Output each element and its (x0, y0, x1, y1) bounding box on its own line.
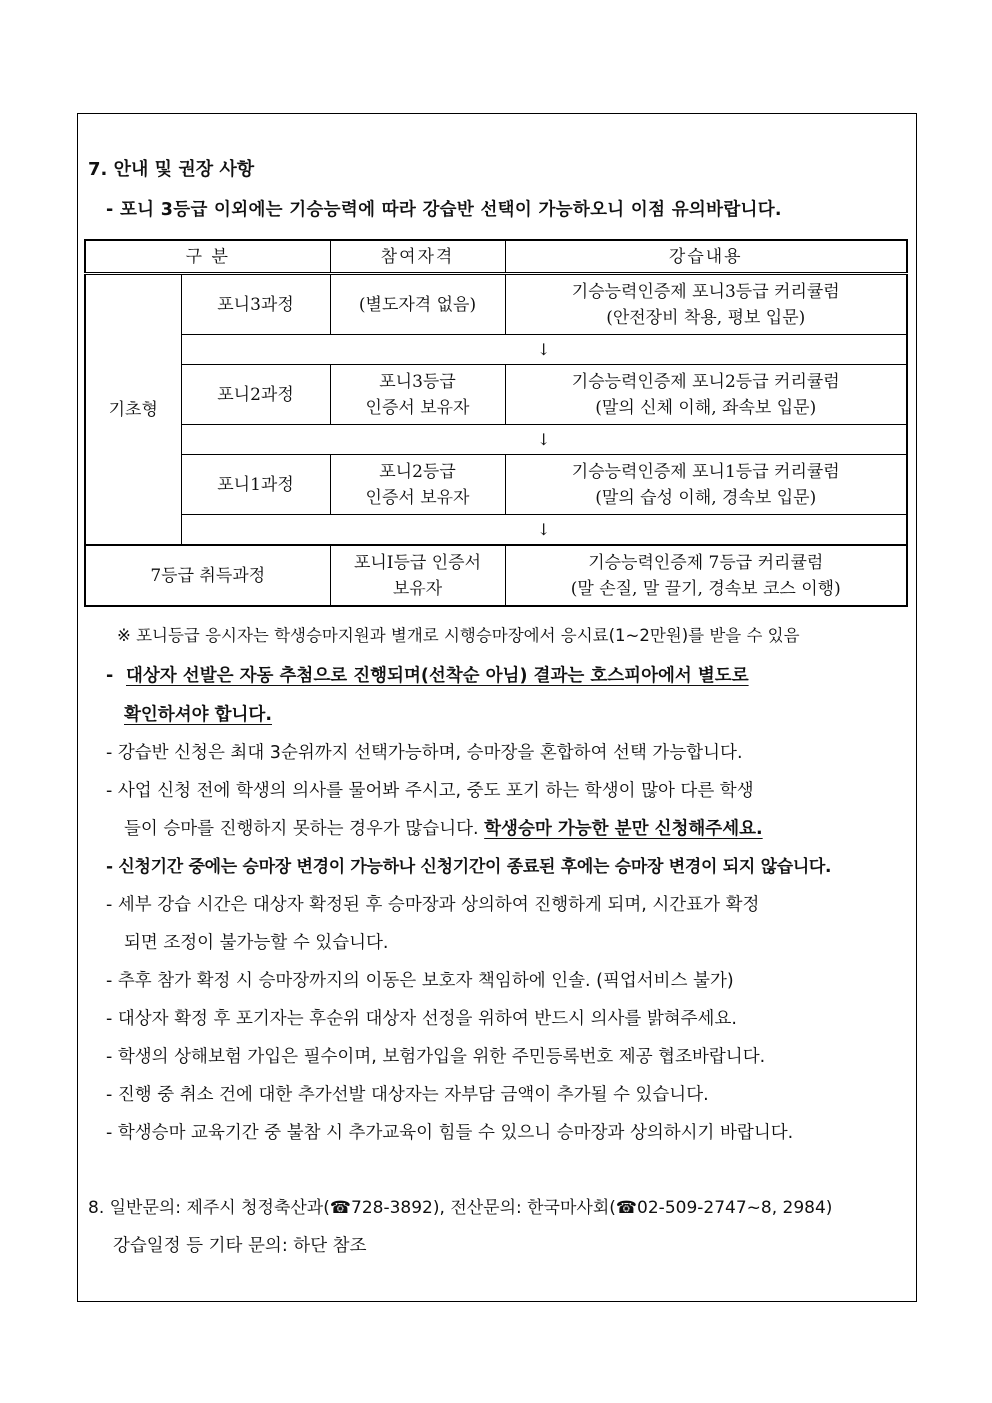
emphasis-text: 학생승마 가능한 분만 신청해주세요. (484, 819, 763, 839)
section-7-title: 7. 안내 및 권장 사항 (88, 159, 255, 180)
course-name: 포니1과정 (181, 455, 330, 515)
qualification-cell: 포니3등급 인증서 보유자 (330, 365, 505, 425)
bullet-insurance: - 학생의 상해보험 가입은 필수이며, 보험가입을 위한 주민등록번호 제공 협조바랍니다. (106, 1047, 766, 1067)
down-arrow-icon: ↓ (181, 515, 907, 546)
bullet-absence: - 학생승마 교육기간 중 불참 시 추가교육이 힘들 수 있으니 승마장과 상의하시기 바랍니다. (106, 1123, 794, 1143)
header-category: 구 분 (85, 240, 330, 274)
bullet-application: - 강습반 신청은 최대 3순위까지 선택가능하며, 승마장을 혼합하여 선택 가능합니다. (106, 743, 743, 763)
course-name: 포니2과정 (181, 365, 330, 425)
qualification-cell: 포니Ⅰ등급 인증서 보유자 (330, 545, 505, 606)
down-arrow-icon: ↓ (181, 425, 907, 455)
bullet-intention-cont: 들이 승마를 진행하지 못하는 경우가 많습니다. 학생승마 가능한 분만 신청해주세요. (124, 819, 763, 839)
bullet-cancellation: - 진행 중 취소 건에 대한 추가선발 대상자는 자부담 금액이 추가될 수 있습니다. (106, 1085, 709, 1105)
table-header-row (85, 240, 907, 274)
content-cell: 기승능력인증제 포니3등급 커리큘럼 (안전장비 착용, 평보 입문) (505, 274, 907, 335)
section-7-intro: - 포니 3등급 이외에는 기승능력에 따라 강습반 선택이 가능하오니 이점 유의바랍니다. (106, 200, 782, 220)
arrow-row (85, 425, 907, 455)
bullet-selection-cont: 확인하셔야 합니다. (124, 705, 272, 725)
section-8-other: 강습일정 등 기타 문의: 하단 참조 (113, 1236, 367, 1256)
fee-note: ※ 포니등급 응시자는 학생승마지원과 별개로 시행승마장에서 응시료(1~2만원)를 받을 수 있음 (117, 626, 800, 645)
arrow-row (85, 335, 907, 365)
group-label: 기초형 (85, 274, 181, 546)
table-row (85, 545, 907, 606)
down-arrow-icon: ↓ (181, 335, 907, 365)
course-name: 7등급 취득과정 (85, 545, 330, 606)
content-cell: 기승능력인증제 포니2등급 커리큘럼 (말의 신체 이해, 좌속보 입문) (505, 365, 907, 425)
bullet-selection: - 대상자 선발은 자동 추첨으로 진행되며(선착순 아님) 결과는 호스피아에서 별도로 (106, 666, 749, 686)
header-content: 강습내용 (505, 240, 907, 274)
section-8-contact: 8. 일반문의: 제주시 청정축산과(☎728-3892), 전산문의: 한국마사회(☎02-509-2747~8, 2984) (88, 1198, 833, 1218)
bullet-schedule: - 세부 강습 시간은 대상자 확정된 후 승마장과 상의하여 진행하게 되며, 시간표가 확정 (106, 895, 760, 915)
bullet-schedule-cont: 되면 조정이 불가능할 수 있습니다. (124, 933, 389, 953)
content-cell: 기승능력인증제 7등급 커리큘럼 (말 손질, 말 끌기, 경속보 코스 이행) (505, 545, 907, 606)
course-name: 포니3과정 (181, 274, 330, 335)
table-row (85, 365, 907, 425)
table-row (85, 455, 907, 515)
course-table (84, 239, 908, 607)
qualification-cell: (별도자격 없음) (330, 274, 505, 335)
qualification-cell: 포니2등급 인증서 보유자 (330, 455, 505, 515)
bullet-change: - 신청기간 중에는 승마장 변경이 가능하나 신청기간이 종료된 후에는 승마장 변경이 되지 않습니다. (106, 857, 832, 877)
header-qualification: 참여자격 (330, 240, 505, 274)
arrow-row (85, 515, 907, 546)
bullet-transport: - 추후 참가 확정 시 승마장까지의 이동은 보호자 책임하에 인솔. (픽업서비스 불가) (106, 971, 734, 991)
table-row (85, 274, 907, 335)
content-cell: 기승능력인증제 포니1등급 커리큘럼 (말의 습성 이해, 경속보 입문) (505, 455, 907, 515)
bullet-withdraw: - 대상자 확정 후 포기자는 후순위 대상자 선정을 위하여 반드시 의사를 밝혀주세요. (106, 1009, 737, 1029)
bullet-intention: - 사업 신청 전에 학생의 의사를 물어봐 주시고, 중도 포기 하는 학생이 많아 다른 학생 (106, 781, 754, 801)
